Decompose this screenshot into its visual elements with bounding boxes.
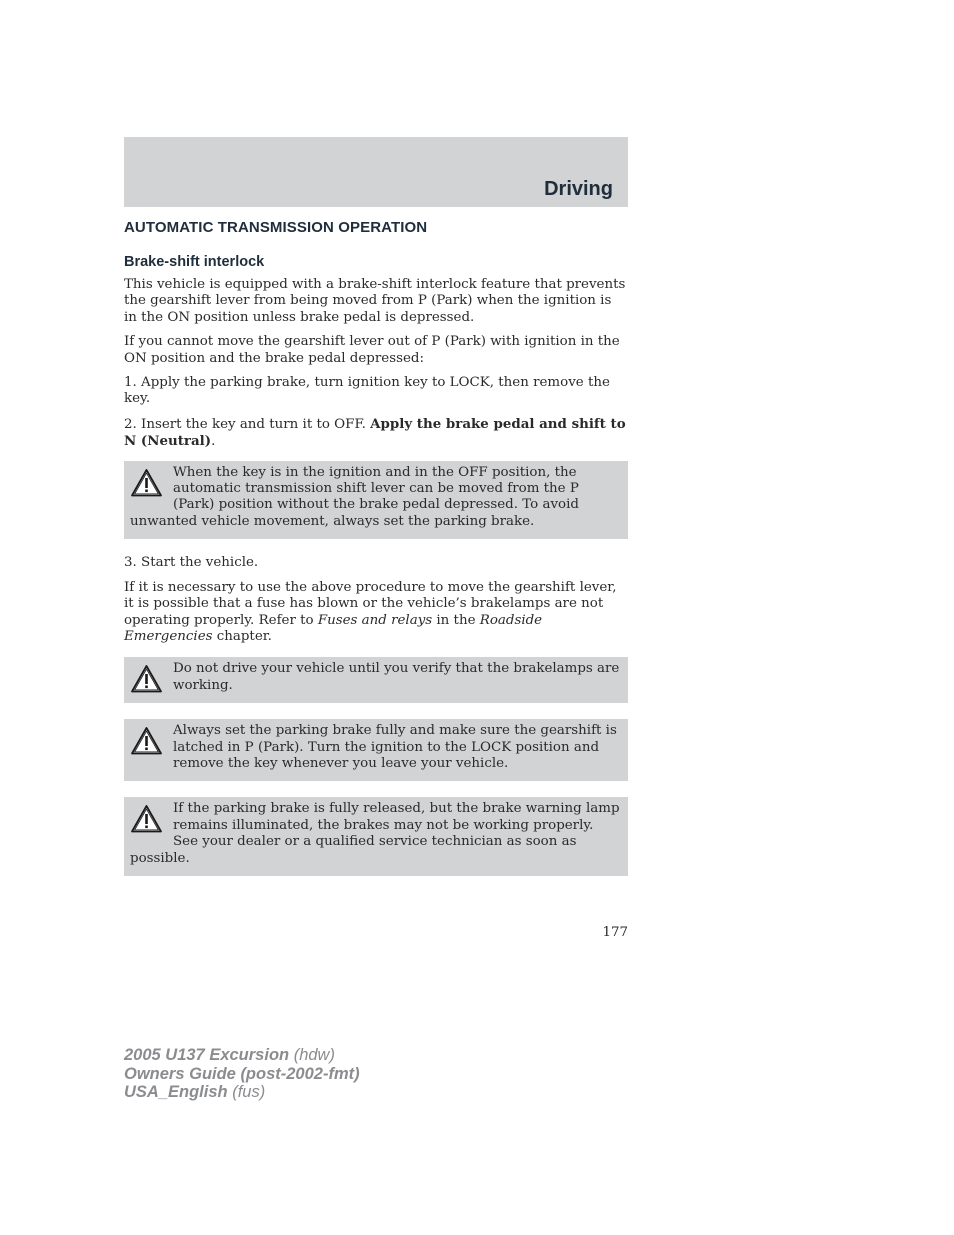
subsection-title: Brake-shift interlock [124, 254, 265, 270]
footer-model-code: (hdw) [289, 1046, 335, 1064]
warning-text: Do not drive your vehicle until you verify that the brakelamps are working. [173, 661, 620, 693]
step-2-bold: Apply the brake pedal and shift to N (Neutral) [124, 415, 626, 450]
footer-line-1 [124, 1046, 360, 1065]
page-content [124, 219, 628, 892]
warning-triangle-icon [130, 664, 163, 694]
fuse-text-b: in the [432, 612, 480, 628]
warning-triangle-icon [130, 468, 163, 498]
step-3: 3. Start the vehicle. [124, 555, 259, 571]
footer-language-code: (fus) [227, 1083, 266, 1101]
warning-box [124, 719, 628, 781]
warning-text: Always set the parking brake fully and make sure the gearshift is latched in P (Park). Turn the ignition to the LOCK position and remove the key whenever you leave your vehicle. [173, 723, 617, 771]
roadside-emergencies-reference: Roadside Emergencies [124, 612, 543, 644]
fuse-paragraph [124, 580, 628, 646]
page-number: 177 [602, 925, 628, 940]
warning-box [124, 797, 628, 876]
fuse-text-a: If it is necessary to use the above procedure to move the gearshift lever, it is possible that a fuse has blown or the vehicle’s brakelamps are not operating properly. Refer to [124, 579, 617, 628]
warning-text: If the parking brake is fully released, but the brake warning lamp remains illuminated, the brakes may not be working properly. See your dealer or a qualified service technician as soon as possible. [130, 801, 620, 866]
footer-line-2 [124, 1065, 360, 1084]
step-2-text: 2. Insert the key and turn it to OFF. [124, 416, 371, 432]
fuse-text-c: chapter. [212, 628, 272, 644]
footer-guide: Owners Guide (post-2002-fmt) [124, 1064, 360, 1083]
step-1: 1. Apply the parking brake, turn ignition key to LOCK, then remove the key. [124, 375, 610, 407]
step-2 [124, 416, 628, 451]
section-title: AUTOMATIC TRANSMISSION OPERATION [124, 219, 428, 236]
step-2-end: . [211, 434, 216, 450]
footer-line-3 [124, 1083, 360, 1102]
condition-paragraph: If you cannot move the gearshift lever out of P (Park) with ignition in the ON position and the brake pedal depressed: [124, 334, 620, 366]
warning-triangle-icon [130, 804, 163, 834]
warning-text: When the key is in the ignition and in the OFF position, the automatic transmission shift lever can be moved from the P (Park) position without the brake pedal depressed. To avoid unwanted vehicle movement, always set the parking brake. [130, 464, 579, 529]
chapter-header-band [124, 137, 628, 207]
warning-box [124, 461, 628, 540]
footer-model: 2005 U137 Excursion [124, 1046, 290, 1064]
footer-language: USA_English [124, 1083, 228, 1101]
warning-triangle-icon [130, 726, 163, 756]
document-footer [124, 1046, 360, 1102]
chapter-title: Driving [544, 178, 613, 200]
warning-box [124, 657, 628, 703]
intro-paragraph: This vehicle is equipped with a brake-shift interlock feature that prevents the gearshift lever from being moved from P (Park) when the ignition is in the ON position unless brake pedal is depressed. [124, 277, 626, 325]
fuses-relays-reference: Fuses and relays [317, 612, 433, 628]
